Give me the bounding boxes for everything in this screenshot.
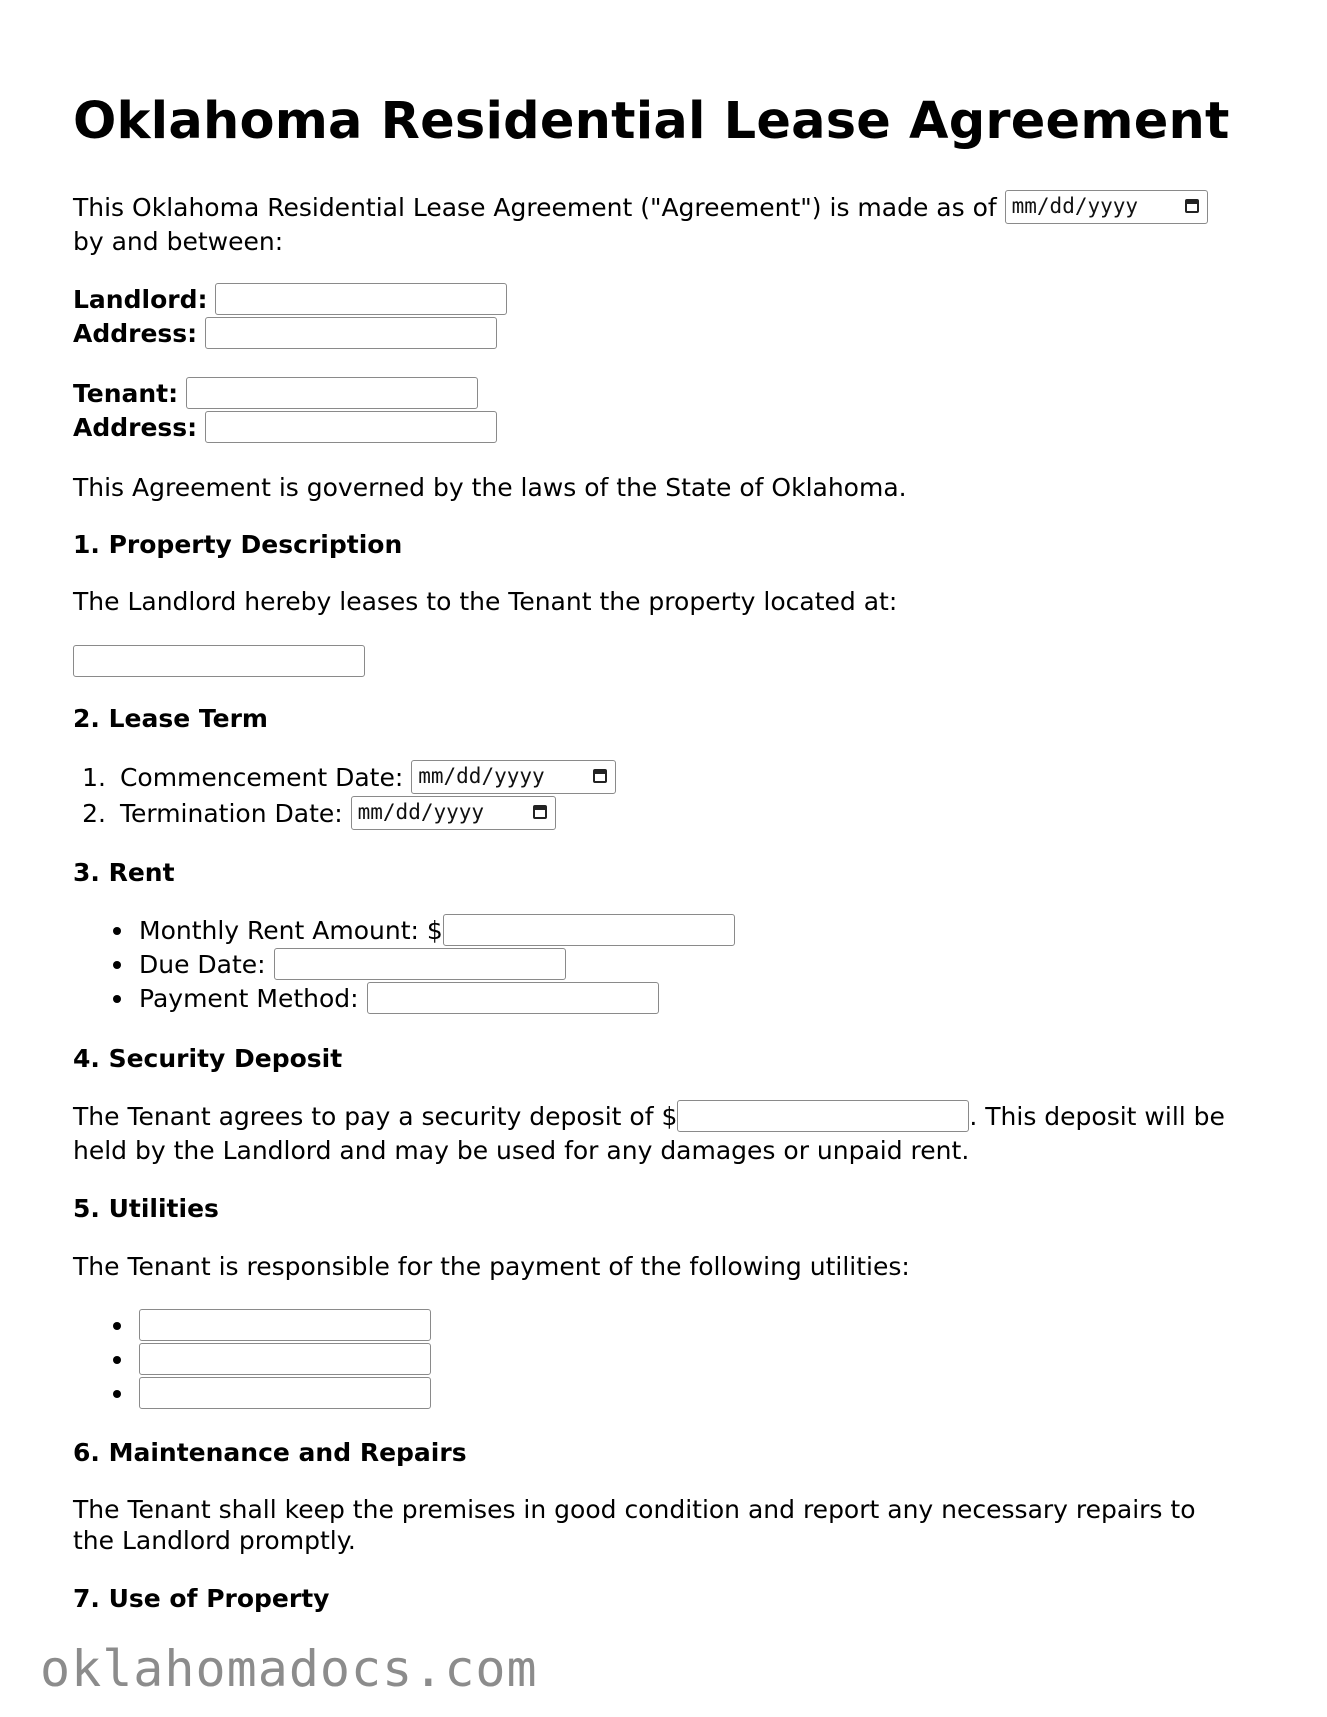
section-5-text: The Tenant is responsible for the payment of the following utilities: — [73, 1252, 910, 1281]
section-1-heading: 1. Property Description — [73, 530, 403, 559]
section-6-line-2: the Landlord promptly. — [73, 1526, 356, 1555]
agreement-date-input[interactable] — [1005, 190, 1208, 224]
list-number: 2. — [82, 799, 106, 828]
section-6-line-1: The Tenant shall keep the premises in good condition and report any necessary repairs to — [73, 1495, 1196, 1524]
page-title: Oklahoma Residential Lease Agreement — [73, 92, 1230, 151]
calendar-icon[interactable] — [533, 805, 547, 819]
governing-law-text: This Agreement is governed by the laws of the State of Oklahoma. — [73, 473, 907, 502]
utility-input-1[interactable] — [139, 1309, 431, 1341]
monthly-rent-label: Monthly Rent Amount: $ — [139, 916, 443, 945]
section-1-text: The Landlord hereby leases to the Tenant the property located at: — [73, 587, 898, 616]
termination-date-input[interactable] — [351, 796, 556, 830]
tenant-label: Tenant: — [73, 379, 179, 408]
section-4-heading: 4. Security Deposit — [73, 1044, 343, 1073]
list-number: 1. — [82, 763, 106, 792]
section-6-heading: 6. Maintenance and Repairs — [73, 1438, 467, 1467]
due-date-label: Due Date: — [139, 950, 266, 979]
intro-text: This Oklahoma Residential Lease Agreement ("Agreement") is made as of — [73, 193, 997, 222]
agreement-date-placeholder: mm/dd/yyyy — [1011, 194, 1139, 218]
landlord-address-input[interactable] — [205, 317, 497, 349]
deposit-line-1 — [73, 1100, 1225, 1134]
section-3-heading: 3. Rent — [73, 858, 175, 887]
bullet-icon — [113, 961, 121, 969]
tenant-address-row — [73, 411, 497, 445]
bullet-icon — [113, 1390, 121, 1398]
intro-line-2 — [73, 225, 283, 259]
landlord-label: Landlord: — [73, 285, 208, 314]
monthly-rent-input[interactable] — [443, 914, 735, 946]
termination-date-placeholder: mm/dd/yyyy — [357, 800, 485, 824]
property-address-row — [73, 645, 365, 679]
tenant-address-input[interactable] — [205, 411, 497, 443]
tenant-row — [73, 377, 478, 411]
tenant-address-label: Address: — [73, 413, 198, 442]
bullet-icon — [113, 1356, 121, 1364]
list-item — [73, 1343, 431, 1377]
intro-line-1 — [73, 191, 1208, 226]
utility-input-2[interactable] — [139, 1343, 431, 1375]
list-item — [73, 948, 566, 982]
payment-method-input[interactable] — [367, 982, 659, 1014]
security-deposit-input[interactable] — [677, 1100, 969, 1132]
landlord-name-input[interactable] — [215, 283, 507, 315]
bullet-icon — [113, 995, 121, 1003]
landlord-row — [73, 283, 507, 317]
deposit-text-after: . This deposit will be — [969, 1102, 1225, 1131]
commencement-date-placeholder: mm/dd/yyyy — [418, 764, 545, 788]
list-item — [73, 982, 659, 1016]
calendar-icon[interactable] — [1185, 199, 1199, 213]
list-item — [73, 1309, 431, 1343]
list-item — [73, 1377, 431, 1411]
list-item — [73, 797, 556, 832]
list-item — [73, 761, 616, 796]
landlord-address-row — [73, 317, 497, 351]
landlord-address-label: Address: — [73, 319, 198, 348]
list-item — [73, 914, 735, 948]
calendar-icon[interactable] — [593, 769, 607, 783]
section-7-heading: 7. Use of Property — [73, 1584, 330, 1613]
deposit-line-2: held by the Landlord and may be used for any damages or unpaid rent. — [73, 1136, 970, 1165]
property-address-input[interactable] — [73, 645, 365, 677]
bullet-icon — [113, 1322, 121, 1330]
intro-by-and-between: by and between: — [73, 227, 284, 256]
payment-method-label: Payment Method: — [139, 984, 359, 1013]
termination-date-label: Termination Date: — [119, 799, 343, 828]
commencement-date-input[interactable] — [411, 760, 616, 794]
bullet-icon — [113, 927, 121, 935]
tenant-name-input[interactable] — [186, 377, 478, 409]
deposit-text: The Tenant agrees to pay a security deposit of $ — [73, 1102, 678, 1131]
watermark-logo: oklahomadocs.com — [40, 1640, 538, 1698]
section-5-heading: 5. Utilities — [73, 1194, 219, 1223]
commencement-date-label: Commencement Date: — [119, 763, 404, 792]
section-2-heading: 2. Lease Term — [73, 704, 268, 733]
due-date-input[interactable] — [274, 948, 566, 980]
utility-input-3[interactable] — [139, 1377, 431, 1409]
